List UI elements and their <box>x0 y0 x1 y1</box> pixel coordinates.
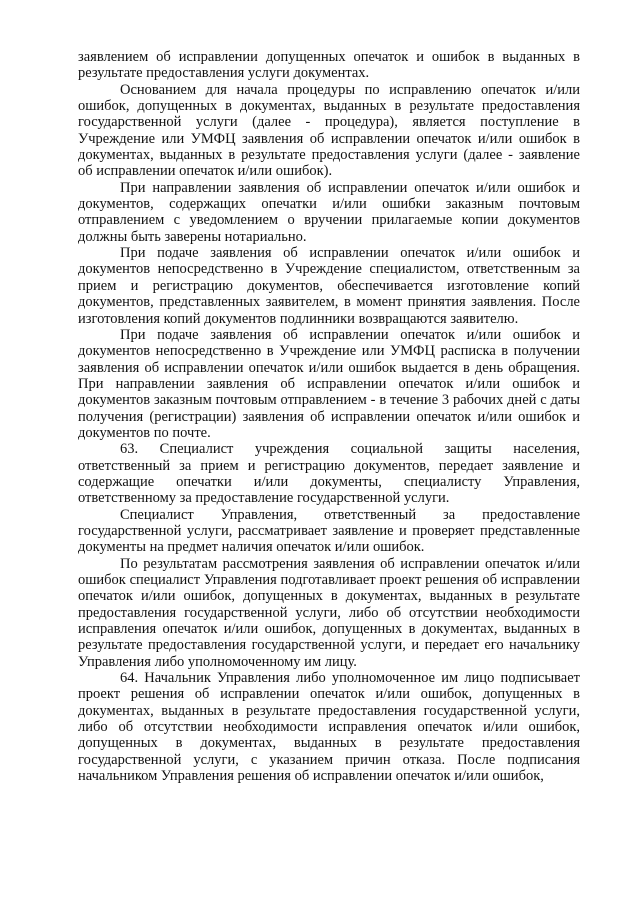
paragraph-receipt: При подаче заявления об исправлении опечаток и/или ошибок и документов непосредственно в Учреждение или УМФЦ расписка в получении заявления об исправлении опечаток и/или ошибок выдается в день обращения. При направлении заявления об исправлении опечаток и/или ошибок и документов заказным почтовым отправлением - в течение 3 рабочих дней с даты получения (регистрации) заявления об исправлении опечаток и/или ошибок и документов по почте. <box>78 326 580 441</box>
paragraph-in-person-submission: При подаче заявления об исправлении опечаток и/или ошибок и документов непосредственно в Учреждение специалистом, ответственным за прием и регистрацию документов, обеспечивается изготовление копий документов, представленных заявителем, в момент принятия заявления. После изготовления копий документов подлинники возвращаются заявителю. <box>78 245 580 327</box>
paragraph-procedure-basis: Основанием для начала процедуры по исправлению опечаток и/или ошибок, допущенных в документах, выданных в результате предоставления государственной услуги (далее - процедура), является поступление в Учреждение или УМФЦ заявления об исправлении опечаток и/или ошибок в документах, выданных в результате предоставления услуги (далее - заявление об исправлении опечаток и/или ошибок). <box>78 81 580 180</box>
paragraph-draft-decision: По результатам рассмотрения заявления об исправлении опечаток и/или ошибок специалист Управления подготавливает проект решения об исправлении опечаток и/или ошибок, допущенных в документах, выданных в результате предоставления государственной услуги, либо об отсутствии необходимости исправления опечаток и/или ошибок, допущенных в документах, выданных в результате предоставления государственной услуги, и передает его начальнику Управления либо уполномоченному им лицу. <box>78 555 580 670</box>
paragraph-continuation: заявлением об исправлении допущенных опечаток и ошибок в выданных в результате предоставления услуги документах. <box>78 49 580 82</box>
document-page <box>78 49 580 784</box>
paragraph-specialist-review: Специалист Управления, ответственный за предоставление государственной услуги, рассматривает заявление и проверяет представленные документы на предмет наличия опечаток и/или ошибок. <box>78 506 580 556</box>
paragraph-item-63: 63. Специалист учреждения социальной защиты населения, ответственный за прием и регистрацию документов, передает заявление и содержащие опечатки и/или документы, специалисту Управления, ответственному за предоставление государственной услуги. <box>78 441 580 507</box>
paragraph-item-64: 64. Начальник Управления либо уполномоченное им лицо подписывает проект решения об исправлении опечаток и/или ошибок, допущенных в документах, выданных в результате предоставления государственной услуги, либо об отсутствии необходимости исправления опечаток и/или ошибок, допущенных в документах, выданных в результате предоставления государственной услуги, с указанием причин отказа. После подписания начальником Управления решения об исправлении опечаток и/или ошибок, <box>78 670 580 785</box>
paragraph-postal-submission: При направлении заявления об исправлении опечаток и/или ошибок и документов, содержащих опечатки и/или ошибки заказным почтовым отправлением с уведомлением о вручении прилагаемые копии документов должны быть заверены нотариально. <box>78 179 580 245</box>
